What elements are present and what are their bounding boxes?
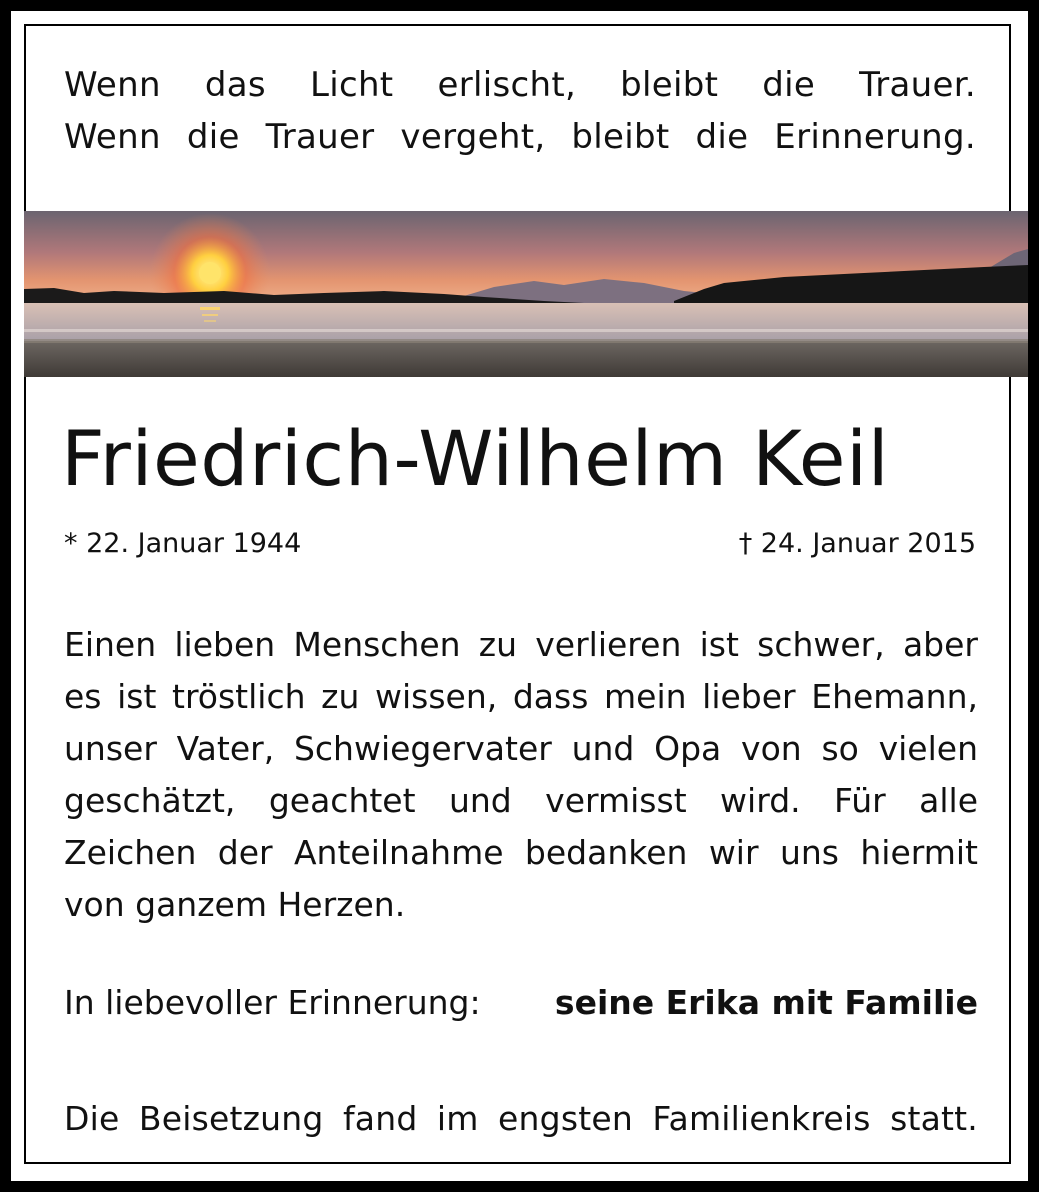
- obituary-card: [11, 11, 1028, 1181]
- sunset-landscape: [24, 211, 1028, 377]
- message-line: geschätzt, geachtet und vermisst wird. Für alle: [64, 781, 978, 820]
- motto-verse: [64, 59, 976, 163]
- motto-line-2: Wenn die Trauer vergeht, bleibt die Erinnerung.: [64, 117, 976, 157]
- burial-note: Die Beisetzung fand im engsten Familienkreis statt.: [64, 1099, 978, 1138]
- message-line: Einen lieben Menschen zu verlieren ist schwer, aber: [64, 625, 978, 664]
- family-signature: seine Erika mit Familie: [554, 983, 978, 1022]
- birth-date: * 22. Januar 1944: [64, 528, 302, 559]
- message-line: Zeichen der Anteilnahme bedanken wir uns hiermit: [64, 833, 978, 872]
- message-line: von ganzem Herzen.: [64, 885, 406, 924]
- life-dates: [64, 526, 976, 562]
- thank-you-message: [64, 619, 978, 931]
- deceased-name: Friedrich-Wilhelm Keil: [61, 414, 890, 503]
- signoff: [64, 981, 978, 1025]
- sun: [199, 262, 221, 284]
- motto-line-1: Wenn das Licht erlischt, bleibt die Trauer.: [64, 65, 976, 105]
- sunset-banner-image: [24, 211, 1028, 377]
- message-line: es ist tröstlich zu wissen, dass mein lieber Ehemann,: [64, 677, 978, 716]
- signoff-label: In liebevoller Erinnerung:: [64, 983, 481, 1022]
- death-date: † 24. Januar 2015: [738, 528, 976, 559]
- message-line: unser Vater, Schwiegervater und Opa von so vielen: [64, 729, 978, 768]
